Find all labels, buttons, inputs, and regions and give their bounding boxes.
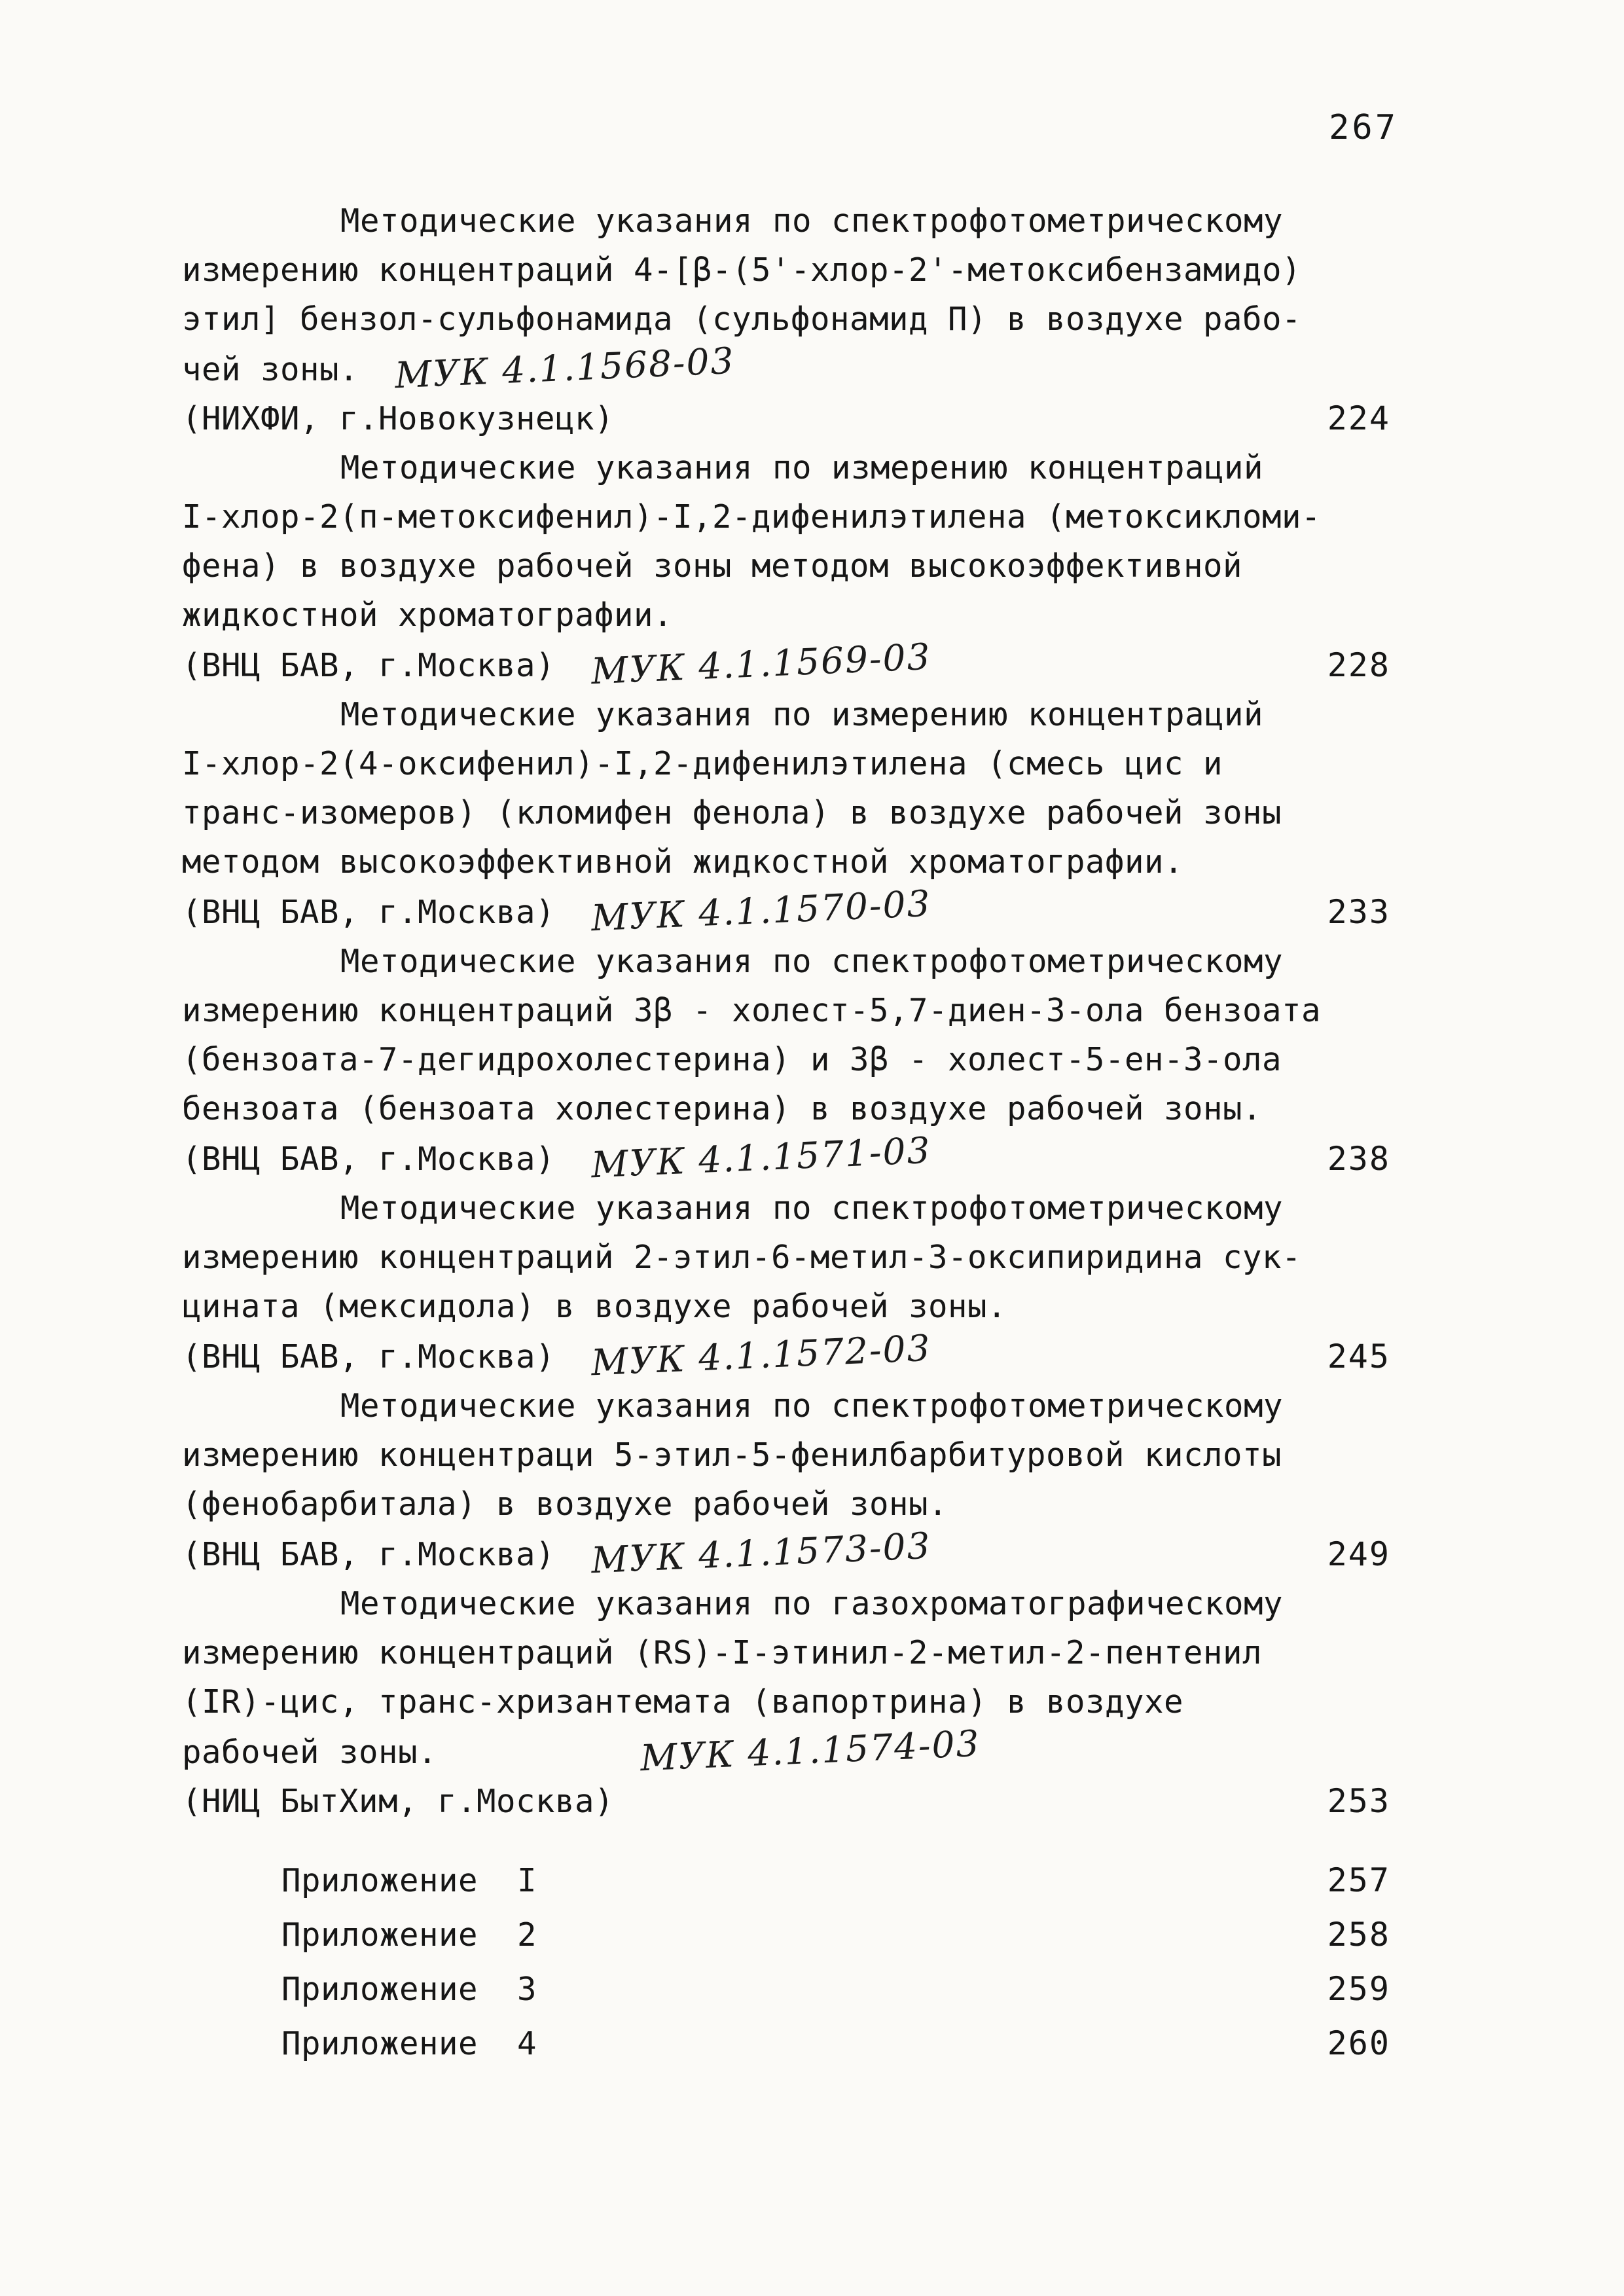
page-number: 267	[1329, 108, 1398, 147]
entry-line: измерению концентраци 5-этил-5-фенилбарбитуровой кислоты	[182, 1436, 1282, 1474]
entry-line: измерению концентраций 2-этил-6-метил-3-оксипиридина сук-	[182, 1239, 1302, 1276]
entry-line: измерению концентраций 3β - холест-5,7-диен-3-ола бензоата	[182, 992, 1322, 1029]
entry-org-row	[182, 1129, 1390, 1186]
entry-org-row	[182, 882, 1390, 939]
toc-entry	[182, 196, 1390, 443]
handwritten-muk-number: МУК 4.1.1573-03	[590, 1524, 932, 1582]
org-name: (НИЦ БытХим, г.Москва)	[182, 1783, 615, 1820]
appendix-label: Приложение I	[281, 1862, 537, 1899]
entry-line: I-хлор-2(п-метоксифенил)-I,2-дифенилэтилена (метоксикломи-	[182, 498, 1322, 536]
handwritten-muk-number: МУК 4.1.1572-03	[590, 1326, 932, 1384]
handwritten-muk-number: МУК 4.1.1570-03	[590, 882, 932, 939]
org-line	[182, 882, 932, 939]
appendix-page-number: 258	[1327, 1916, 1390, 1954]
appendix-label: Приложение 4	[281, 2025, 537, 2062]
entry-line-text: рабочей зоны.	[182, 1734, 438, 1771]
entry-page-number: 238	[1327, 1140, 1390, 1178]
appendix-row	[182, 1853, 1390, 1908]
entry-line: измерению концентраций (RS)-I-этинил-2-метил-2-пентенил	[182, 1634, 1263, 1671]
entry-line: цината (мексидола) в воздухе рабочей зоны.	[182, 1288, 1007, 1325]
entry-line: Методические указания по измерению концентраций	[340, 696, 1264, 733]
appendix-page-number: 257	[1327, 1861, 1390, 1899]
toc-entry	[182, 1579, 1390, 1826]
org-name: (НИХФИ, г.Новокузнецк)	[182, 400, 615, 437]
entry-line: (IR)-цис, транс-хризантемата (вапортрина) в воздухе	[182, 1683, 1184, 1721]
appendix-label: Приложение 3	[281, 1971, 537, 2008]
entry-org-row	[182, 1524, 1390, 1582]
entry-page-number: 249	[1327, 1535, 1390, 1573]
org-name: (ВНЦ БАВ, г.Москва)	[182, 1338, 556, 1376]
table-of-contents	[182, 196, 1390, 2071]
entry-page-number: 224	[1327, 399, 1390, 437]
appendix-page-number: 259	[1327, 1970, 1390, 2008]
org-line	[182, 1326, 932, 1384]
entry-line: измерению концентраций 4-[β-(5'-хлор-2'-метоксибензамидо)	[182, 251, 1302, 289]
toc-entry	[182, 937, 1390, 1184]
entry-org-row	[182, 635, 1390, 693]
entry-line: Методические указания по измерению концентраций	[340, 449, 1264, 486]
entry-line: транс-изомеров) (кломифен фенола) в воздухе рабочей зоны	[182, 794, 1282, 831]
entry-line: Методические указания по газохроматографическому	[340, 1585, 1284, 1622]
entry-line: бензоата (бензоата холестерина) в воздухе рабочей зоны.	[182, 1090, 1263, 1127]
org-name: (ВНЦ БАВ, г.Москва)	[182, 894, 556, 931]
entry-line	[182, 1722, 1390, 1779]
appendix-list	[182, 1853, 1390, 2071]
entry-line: жидкостной хроматографии.	[182, 596, 674, 634]
entry-line	[182, 339, 1390, 397]
entry-page-number: 233	[1327, 893, 1390, 931]
entry-line: (бензоата-7-дегидрохолестерина) и 3β - холест-5-ен-3-ола	[182, 1041, 1282, 1078]
handwritten-muk-number: МУК 4.1.1568-03	[393, 339, 736, 397]
entry-line: (фенобарбитала) в воздухе рабочей зоны.	[182, 1485, 948, 1523]
entry-line-text: чей зоны.	[182, 351, 359, 388]
org-line	[182, 1129, 932, 1186]
handwritten-muk-number: МУК 4.1.1574-03	[639, 1722, 981, 1779]
entry-page-number: 253	[1327, 1782, 1390, 1820]
handwritten-muk-number: МУК 4.1.1569-03	[590, 635, 932, 693]
appendix-row	[182, 1962, 1390, 2016]
entry-line: Методические указания по спектрофотометрическому	[340, 943, 1284, 980]
org-line	[182, 635, 932, 693]
entry-org-row	[182, 1326, 1390, 1384]
entry-page-number: 245	[1327, 1338, 1390, 1376]
toc-entry	[182, 690, 1390, 937]
org-name: (ВНЦ БАВ, г.Москва)	[182, 1536, 556, 1573]
entry-line: методом высокоэффективной жидкостной хроматографии.	[182, 843, 1184, 881]
toc-entry	[182, 1381, 1390, 1582]
entry-line: I-хлор-2(4-оксифенил)-I,2-дифенилэтилена (смесь цис и	[182, 745, 1223, 782]
appendix-page-number: 260	[1327, 2024, 1390, 2062]
entry-org-row	[182, 1777, 1390, 1826]
toc-entry	[182, 1184, 1390, 1384]
entry-line: Методические указания по спектрофотометрическому	[340, 202, 1284, 240]
handwritten-muk-number: МУК 4.1.1571-03	[590, 1129, 932, 1186]
toc-entry	[182, 443, 1390, 693]
org-name: (ВНЦ БАВ, г.Москва)	[182, 1140, 556, 1178]
entry-line: Методические указания по спектрофотометрическому	[340, 1387, 1284, 1425]
entry-line: этил] бензол-сульфонамида (сульфонамид П) в воздухе рабо-	[182, 301, 1302, 338]
appendix-row	[182, 2016, 1390, 2071]
appendix-label: Приложение 2	[281, 1916, 537, 1954]
appendix-row	[182, 1908, 1390, 1962]
org-line	[182, 1524, 932, 1582]
entry-line: фена) в воздухе рабочей зоны методом высокоэффективной	[182, 547, 1243, 585]
org-name: (ВНЦ БАВ, г.Москва)	[182, 647, 556, 684]
entry-page-number: 228	[1327, 646, 1390, 684]
entry-line: Методические указания по спектрофотометрическому	[340, 1190, 1284, 1227]
entry-org-row	[182, 394, 1390, 443]
